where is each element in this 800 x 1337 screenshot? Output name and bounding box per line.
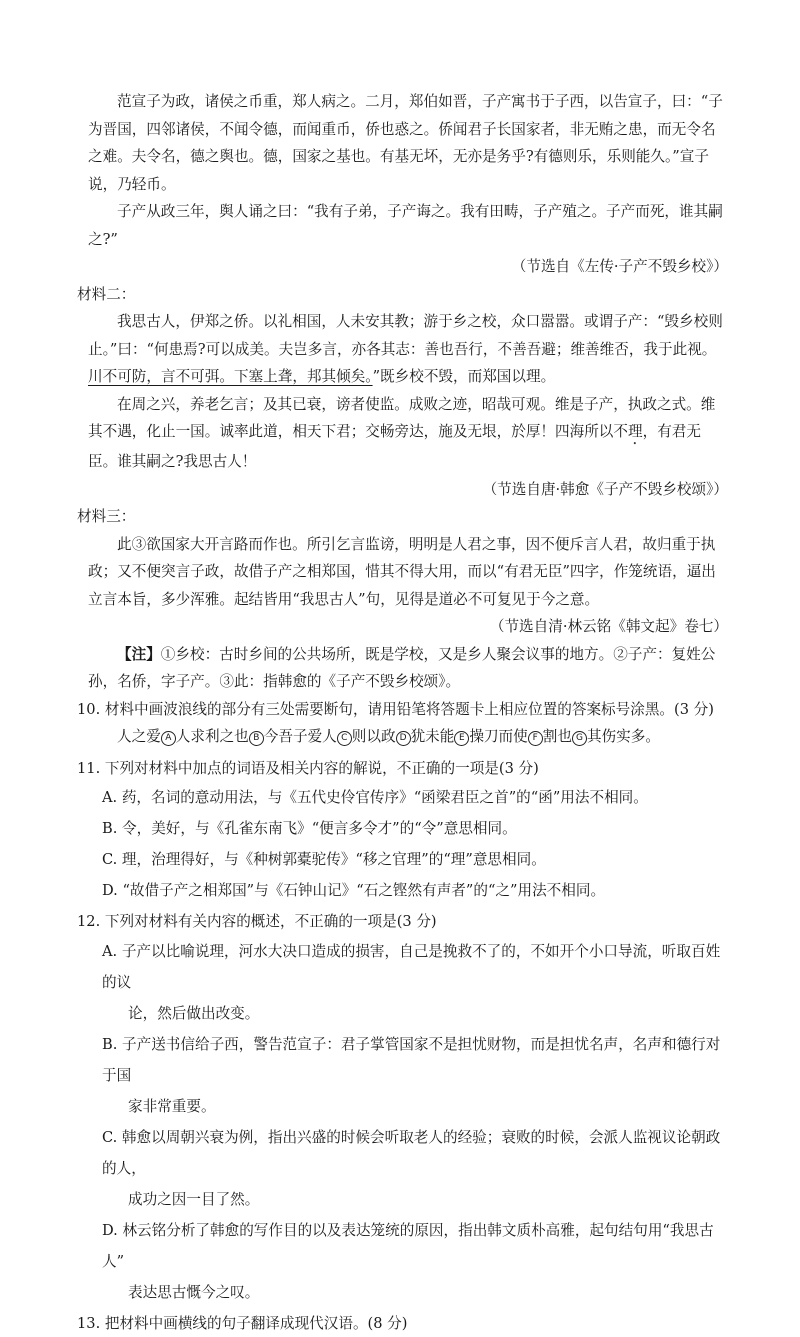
- question-12-option-b[interactable]: B. 子产送书信给子西，警告范宣子：君子掌管国家不是担忧财物，而是担忧名声，名声和德行对于国: [102, 1029, 728, 1091]
- q10-mark-b[interactable]: B: [249, 731, 264, 746]
- question-12-option-c-cont[interactable]: 成功之因一目了然。: [128, 1184, 728, 1215]
- q10-segment: 人求利之也: [176, 728, 249, 745]
- material2-paragraph1: [88, 308, 728, 391]
- question-11-option-a[interactable]: A. 药，名词的意动用法，与《五代史伶官传序》“函梁君臣之首”的“函”用法不相同。: [102, 782, 728, 813]
- note-text: ①乡校：古时乡间的公共场所，既是学校，又是乡人聚会议事的地方。②子产：复姓公孙，名侨，字子产。③此：指韩愈的《子产不毁乡校颂》。: [88, 646, 715, 691]
- material1-paragraph2: 子产从政三年，舆人诵之曰：“我有子弟，子产诲之。我有田畴，子产殖之。子产而死，谁其嗣之?”: [88, 198, 728, 253]
- material2-p2-text-b: ，有君无臣。谁其嗣之?我思古人！: [88, 423, 701, 470]
- question-10-sentence: [117, 723, 728, 751]
- question-12-option-a[interactable]: A. 子产以比喻说理，河水大决口造成的损害，自己是挽救不了的，不如开个小口导流，听取百姓的议: [102, 936, 728, 998]
- q10-mark-g[interactable]: G: [572, 731, 587, 746]
- q10-segment: 犹未能: [411, 728, 455, 745]
- material1-source: （节选自《左传·子产不毁乡校》）: [88, 253, 728, 281]
- q10-segment: 人之爱: [117, 728, 161, 745]
- q10-segment: 其伤实多。: [587, 728, 660, 745]
- q10-segment: 则以政: [352, 728, 396, 745]
- question-12-option-c[interactable]: C. 韩愈以周朝兴衰为例，指出兴盛的时候会听取老人的经验；衰败的时候，会派人监视议论朝政的人，: [102, 1122, 728, 1184]
- exam-page: [88, 88, 728, 1337]
- material2-label: 材料二：: [77, 281, 728, 309]
- q10-segment: 割也: [543, 728, 572, 745]
- material1-paragraph1: 范宣子为政，诸侯之币重，郑人病之。二月，郑伯如晋，子产寓书于子西，以告宣子，曰：“子为晋国，四邻诸侯，不闻令德，而闻重币，侨也惑之。侨闻君子长国家者，非无贿之患，而无令名之难。夫令名，德之舆也。德，国家之基也。有基无坏，无亦是务乎?有德则乐，乐则能久。”宣子说，乃轻币。: [88, 88, 728, 198]
- material2-p1-text-b: ”既乡校不毁，而郑国以理。: [373, 368, 556, 385]
- question-12-option-a-cont[interactable]: 论，然后做出改变。: [128, 998, 728, 1029]
- dotted-word-li: 理: [628, 423, 643, 440]
- material3-note: [88, 641, 728, 696]
- q10-mark-f[interactable]: F: [528, 731, 543, 746]
- material3-paragraph1: 此③欲国家大开言路而作也。所引乞言监谤，明明是人君之事，因不便斥言人君，故归重于执政；又不便突言子政，故借子产之相郑国，惜其不得大用，而以“有君无臣”四字，作笼统语，逼出立言本旨，多少浑雅。起结皆用“我思古人”句，见得是道必不可复见于今之意。: [88, 531, 728, 614]
- q10-segment: 操刀而使: [469, 728, 527, 745]
- q10-mark-e[interactable]: E: [454, 731, 469, 746]
- question-11-stem: 11. 下列对材料中加点的词语及相关内容的解说，不正确的一项是(3 分): [77, 755, 728, 783]
- question-12-option-b-cont[interactable]: 家非常重要。: [128, 1091, 728, 1122]
- note-label: 【注】: [117, 646, 161, 663]
- question-12-option-d[interactable]: D. 林云铭分析了韩愈的写作目的以及表达笼统的原因，指出韩文质朴高雅，起句结句用“我思古人”: [102, 1215, 728, 1277]
- question-10-stem: 10. 材料中画波浪线的部分有三处需要断句，请用铅笔将答题卡上相应位置的答案标号涂黑。(3 分): [77, 696, 728, 724]
- question-11-option-d[interactable]: D. “故借子产之相郑国”与《石钟山记》“石之铿然有声者”的“之”用法不相同。: [102, 875, 728, 906]
- material3-source: （节选自清·林云铭《韩文起》卷七）: [88, 613, 728, 641]
- q10-mark-a[interactable]: A: [161, 731, 176, 746]
- material2-paragraph2: [88, 391, 728, 476]
- q10-mark-d[interactable]: D: [396, 731, 411, 746]
- q10-mark-c[interactable]: C: [337, 731, 352, 746]
- question-12-option-d-cont[interactable]: 表达思古慨今之叹。: [128, 1277, 728, 1308]
- q10-segment: 今吾子爱人: [264, 728, 337, 745]
- underlined-sentence: 川不可防，言不可弭。下塞上聋，邦其倾矣。: [88, 368, 373, 385]
- question-11-option-b[interactable]: B. 令，美好，与《孔雀东南飞》“便言多令才”的“令”意思相同。: [102, 813, 728, 844]
- material2-p1-text-a: 我思古人，伊郑之侨。以礼相国，人未安其教；游于乡之校，众口嚣嚣。或谓子产：“毁乡校则止。”曰：“何患焉?可以成美。夫岂多言，亦各其志：善也吾行，不善吾避；维善维否，我于此视。: [88, 313, 723, 358]
- question-12-options: [88, 936, 728, 1308]
- question-13-stem: 13. 把材料中画横线的句子翻译成现代汉语。(8 分): [77, 1310, 728, 1337]
- question-12-stem: 12. 下列对材料有关内容的概述，不正确的一项是(3 分): [77, 908, 728, 936]
- material3-label: 材料三：: [77, 503, 728, 531]
- material2-p2-text-a: 在周之兴，养老乞言；及其已衰，谤者使监。成败之迹，昭哉可观。维是子产，执政之式。维其不遇，化止一国。诚率此道，相天下君；交畅旁达，施及无垠，於厚！四海所以不: [88, 396, 715, 441]
- material2-source: （节选自唐·韩愈《子产不毁乡校颂》）: [88, 476, 728, 504]
- question-11-option-c[interactable]: C. 理，治理得好，与《种树郭橐驼传》“移之官理”的“理”意思相同。: [102, 844, 728, 875]
